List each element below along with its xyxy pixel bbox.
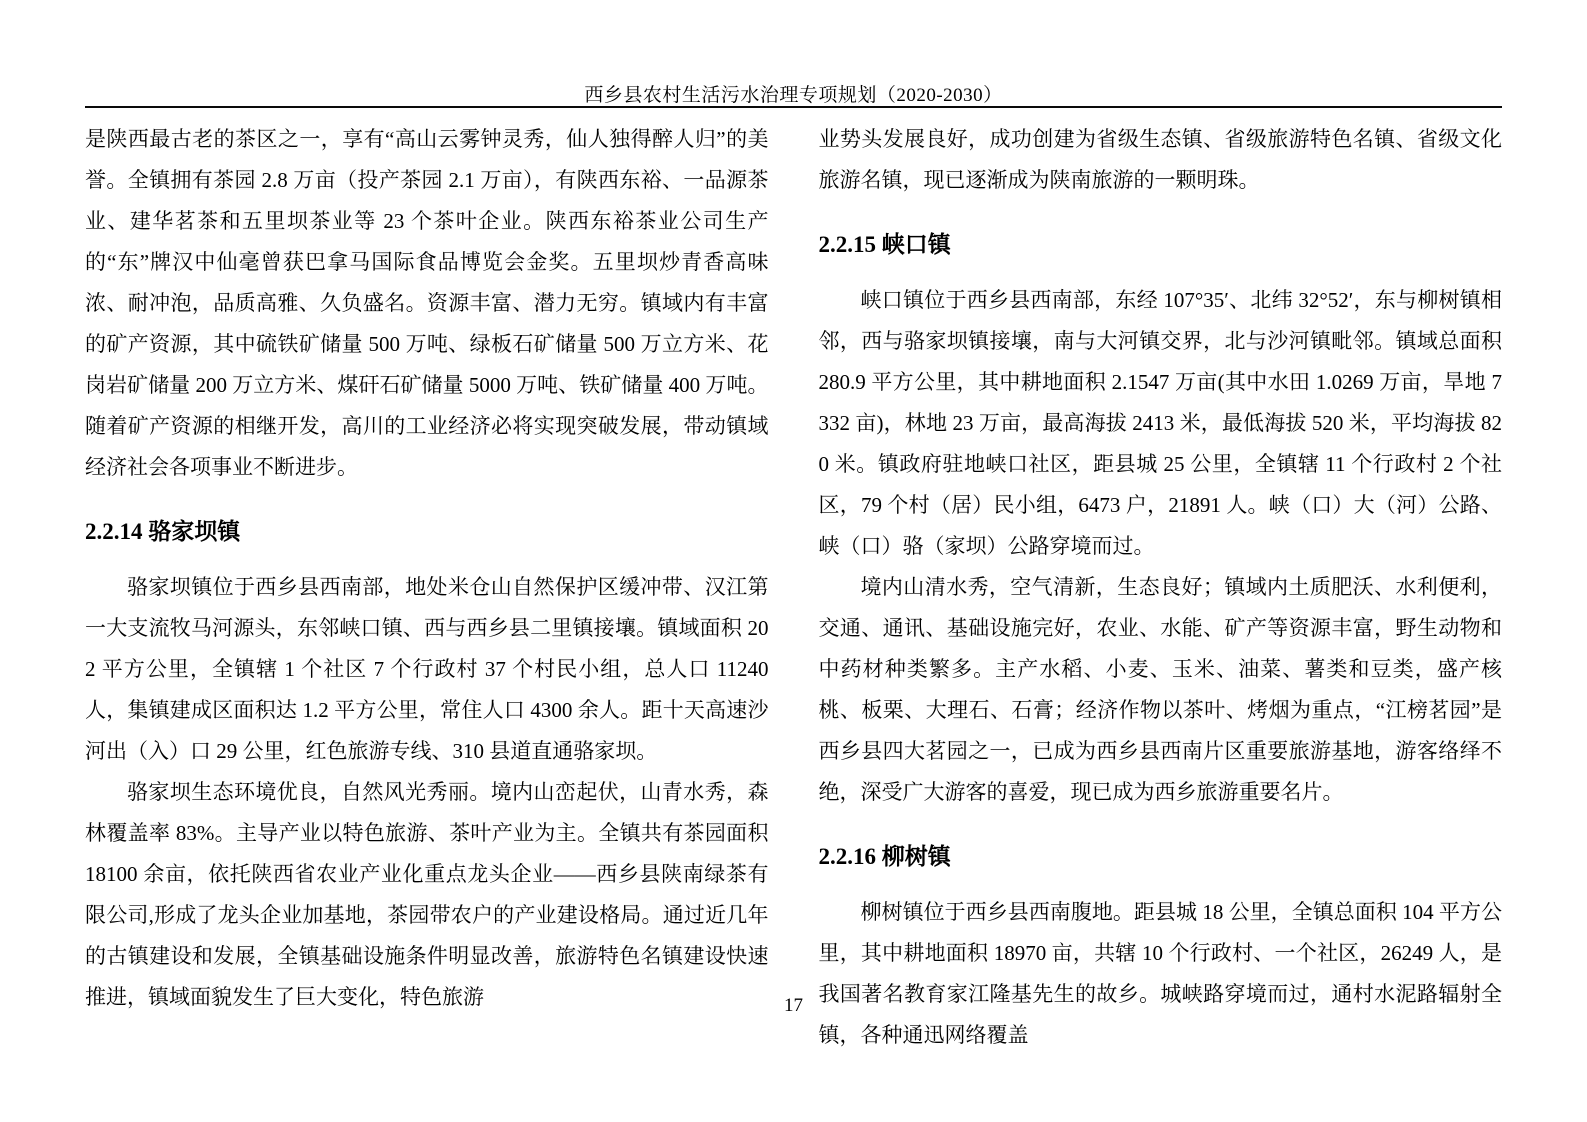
two-column-layout [85, 119, 1502, 1056]
left-column [85, 119, 769, 1056]
paragraph-xiakou-resources: 境内山清水秀，空气清新，生态良好；镇域内土质肥沃、水利便利，交通、通讯、基础设施完好，农业、水能、矿产等资源丰富，野生动物和中药材种类繁多。主产水稻、小麦、玉米、油菜、薯类和豆类，盛产核桃、板栗、大理石、石膏；经济作物以茶叶、烤烟为重点，“江榜茗园”是西乡县四大茗园之一，已成为西乡县西南片区重要旅游基地，游客络绎不绝，深受广大游客的喜爱，现已成为西乡旅游重要名片。 [818, 575, 1502, 804]
page-footer [0, 995, 1587, 1017]
section-heading-2-2-14-luojiaba: 2.2.14 骆家坝镇 [85, 519, 241, 544]
page-number: 17 [784, 995, 803, 1016]
header-rule [85, 106, 1502, 108]
paragraph-luojiaba-continuation: 业势头发展良好，成功创建为省级生态镇、省级旅游特色名镇、省级文化旅游名镇，现已逐渐成为陕南旅游的一颗明珠。 [818, 127, 1502, 192]
paragraph-xiakou-overview: 峡口镇位于西乡县西南部，东经 107°35′、北纬 32°52′，东与柳树镇相邻，西与骆家坝镇接壤，南与大河镇交界，北与沙河镇毗邻。镇域总面积 280.9 平方公里，其中耕地面积 2.1547 万亩(其中水田 1.0269 万亩，旱地 7332 亩)，林地 23 万亩，最高海拔 2413 米，最低海拔 520 米，平均海拔 820 米。镇政府驻地峡口社区，距县城 25 公里，全镇辖 11 个行政村 2 个社区，79 个村（居）民小组，6473 户，21891 人。峡（口）大（河）公路、峡（口）骆（家坝）公路穿境而过。 [818, 288, 1502, 558]
paragraph-liushu-overview: 柳树镇位于西乡县西南腹地。距县城 18 公里，全镇总面积 104 平方公里，其中耕地面积 18970 亩，共辖 10 个行政村、一个社区，26249 人，是我国著名教育家江隆基先生的故乡。城峡路穿境而过，通村水泥路辐射全镇，各种通迅网络覆盖 [818, 900, 1502, 1047]
paragraph-luojiaba-ecology: 骆家坝生态环境优良，自然风光秀丽。境内山峦起伏，山青水秀，森林覆盖率 83%。主导产业以特色旅游、茶叶产业为主。全镇共有茶园面积 18100 余亩，依托陕西省农业产业化重点龙头企业——西乡县陕南绿茶有限公司,形成了龙头企业加基地，茶园带农户的产业建设格局。通过近几年的古镇建设和发展，全镇基础设施条件明显改善，旅游特色名镇建设快速推进，镇域面貌发生了巨大变化，特色旅游 [85, 780, 769, 1009]
section-heading-2-2-15-xiakou: 2.2.15 峡口镇 [818, 232, 951, 257]
right-column [819, 119, 1503, 1056]
paragraph-luojiaba-overview: 骆家坝镇位于西乡县西南部，地处米仓山自然保护区缓冲带、汉江第一大支流牧马河源头，东邻峡口镇、西与西乡县二里镇接壤。镇域面积 202 平方公里，全镇辖 1 个社区 7 个行政村 37 个村民小组，总人口 11240 人，集镇建成区面积达 1.2 平方公里，常住人口 4300 余人。距十天高速沙河出（入）口 29 公里，红色旅游专线、310 县道直通骆家坝。 [85, 575, 769, 763]
page-header-title: 西乡县农村生活污水治理专项规划（2020-2030） [584, 85, 1003, 106]
section-heading-2-2-16-liushu: 2.2.16 柳树镇 [818, 844, 951, 869]
paragraph-gaochuan-continuation: 是陕西最古老的茶区之一，享有“高山云雾钟灵秀，仙人独得醉人归”的美誉。全镇拥有茶园 2.8 万亩（投产茶园 2.1 万亩），有陕西东裕、一品源茶业、建华茗茶和五里坝茶业等 23 个茶叶企业。陕西东裕茶业公司生产的“东”牌汉中仙毫曾获巴拿马国际食品博览会金奖。五里坝炒青香高味浓、耐冲泡，品质高雅、久负盛名。资源丰富、潜力无穷。镇域内有丰富的矿产资源，其中硫铁矿储量 500 万吨、绿板石矿储量 500 万立方米、花岗岩矿储量 200 万立方米、煤矸石矿储量 5000 万吨、铁矿储量 400 万吨。随着矿产资源的相继开发，高川的工业经济必将实现突破发展，带动镇域经济社会各项事业不断进步。 [85, 127, 769, 479]
